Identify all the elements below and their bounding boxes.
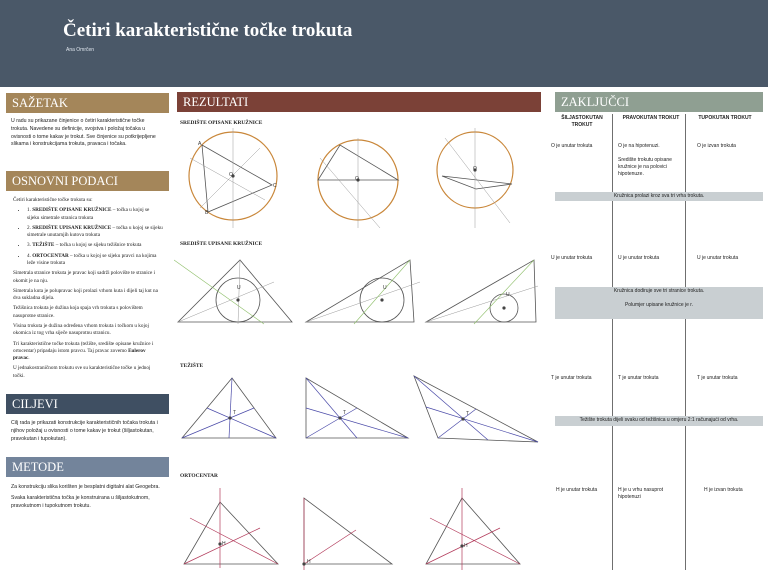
u-obtuse-cell: U je unutar trokuta bbox=[697, 255, 739, 261]
column-header-right: PRAVOKUTAN TROKUT bbox=[622, 115, 680, 121]
def-paragraph: Visina trokuta je dužina određena vrhom trokuta i točkom u kojoj okomica iz tog vrha siječe nasuprotnu stranicu. bbox=[13, 322, 149, 337]
def-paragraph: Težišnica trokuta je dužina koja spaja vrh trokuta s polovištem nasuprotne stranice. bbox=[13, 305, 143, 319]
label-h: H bbox=[464, 543, 468, 549]
incenter-figures bbox=[174, 252, 540, 326]
label-u: U bbox=[506, 292, 510, 298]
h-acute-cell: H je unutar trokuta bbox=[556, 487, 598, 493]
label-b: B bbox=[205, 210, 209, 216]
list-item: • 1. SREDIŠTE OPISANE KRUŽNICE – točka u kojoj se sijeku simetrale stranica trokuta bbox=[27, 207, 163, 222]
label-u: U bbox=[383, 285, 387, 291]
label-o: O bbox=[355, 176, 359, 182]
zakljucci-heading: ZAKLJUČCI bbox=[555, 92, 763, 112]
label-c: C bbox=[273, 183, 277, 189]
osnovni-intro: Četiri karakteristične točke trokuta su: bbox=[13, 197, 93, 203]
euler-paragraph: Tri karakteristične točke trokuta (težište, središte opisane kružnice i ortocentar) pripadaju istom pravcu. Taj pravac zovemo Eulerov pravac. bbox=[13, 340, 154, 362]
t-acute-cell: T je unutar trokuta bbox=[551, 375, 592, 381]
section-orthocenter-title: ORTOCENTAR bbox=[180, 473, 218, 479]
u-acute-cell: U je unutar trokuta bbox=[551, 255, 593, 261]
orthocenter-obtuse-figure bbox=[426, 488, 520, 570]
column-header-obtuse: TUPOKUTAN TROKUT bbox=[698, 115, 752, 121]
list-item: • 2. SREDIŠTE UPISANE KRUŽNICE – točka u kojoj se sijeku simetrale unutarnjih kutova trokuta bbox=[27, 225, 163, 240]
u-summary-band bbox=[555, 287, 763, 319]
orthocenter-acute-figure bbox=[184, 488, 278, 568]
label-o: O bbox=[473, 166, 477, 172]
points-list bbox=[13, 207, 163, 267]
label-t: T bbox=[343, 410, 347, 416]
sazetak-heading: SAŽETAK bbox=[6, 93, 169, 113]
circumcenter-figures bbox=[180, 128, 540, 240]
centroid-obtuse-figure bbox=[414, 376, 538, 442]
circumcenter-acute-figure bbox=[189, 128, 277, 228]
u-band-line: Polumjer upisane kružnice je r. bbox=[624, 302, 694, 308]
incenter-acute-figure bbox=[174, 260, 292, 324]
label-h: H bbox=[222, 541, 226, 547]
sazetak-text: U radu su prikazane činjenice o četiri karakteristične točke trokuta. Navedene su definicije, svojstva i položaj točaka u ovisnosti o tome kakav je trokut. Sve činjenice su potkrijepljene slikama i konstrukcijama trokuta, pravaca i točaka. bbox=[11, 118, 156, 148]
def-paragraph: Simetrala stranice trokuta je pravac koji sadrži polovište te stranice i okomit je na nju. bbox=[13, 270, 156, 284]
section-circumcenter-title: SREDIŠTE OPISANE KRUŽNICE bbox=[180, 120, 263, 126]
ciljevi-text: Cilj rada je prikazati konstrukcije karakterističnih točaka trokuta i njihov položaj u ovisnosti o tome kakav je trokut (šiljastokutan, pravokutan i tupokutan). bbox=[11, 420, 158, 442]
u-right-cell: U je unutar trokuta bbox=[618, 255, 660, 261]
osnovni-heading: OSNOVNI PODACI bbox=[6, 171, 169, 191]
metode-heading: METODE bbox=[6, 457, 169, 477]
label-a: A bbox=[198, 141, 202, 147]
h-right-cell: H je u vrhu nasuprot hipotenuzi bbox=[618, 487, 664, 500]
poster-title: Četiri karakteristične točke trokuta bbox=[63, 20, 353, 41]
rezultati-heading: REZULTATI bbox=[177, 92, 541, 112]
o-right-note: Središte trokutu opisane kružnice je na polovici hipotenuze. bbox=[618, 157, 672, 177]
poster-header bbox=[0, 0, 768, 87]
column-divider bbox=[612, 114, 613, 570]
metode-paragraph: Svaka karakteristična točka je konstruirana u šiljastokutnom, pravokutnom i tupokutnom trokutu. bbox=[11, 494, 150, 509]
ciljevi-heading: CILJEVI bbox=[6, 394, 169, 414]
metode-text bbox=[11, 484, 163, 513]
t-right-cell: T je unutar trokuta bbox=[618, 375, 659, 381]
label-t: T bbox=[466, 411, 470, 417]
o-acute-cell: O je unutar trokuta bbox=[551, 143, 593, 149]
t-obtuse-cell: T je unutar trokuta bbox=[697, 375, 738, 381]
o-right-cell: O je na hipotenuzi. bbox=[618, 143, 660, 149]
def-paragraph: Simetrala kuta je polupravac koji prolazi vrhom kuta i dijeli taj kut na dva sukladna dijela. bbox=[13, 287, 158, 302]
author-name: Ana Omrčen bbox=[66, 47, 95, 53]
o-summary-band: Kružnica prolazi kroz sva tri vrha trokuta. bbox=[555, 192, 763, 201]
metode-paragraph: Za konstrukciju slika korišten je besplatni digitalni alat Geogebra. bbox=[11, 484, 160, 490]
incenter-obtuse-figure bbox=[426, 260, 538, 324]
centroid-acute-figure bbox=[182, 378, 276, 438]
circumcenter-right-figure bbox=[318, 138, 398, 228]
circumcenter-obtuse-figure bbox=[437, 128, 513, 228]
list-item: • 4. ORTOCENTAR – točka u kojoj se sijeku pravci na kojima leže visine trokuta bbox=[27, 253, 163, 268]
label-o: O bbox=[229, 172, 233, 178]
o-obtuse-cell: O je izvan trokuta bbox=[697, 143, 736, 149]
incenter-right-figure bbox=[306, 260, 420, 324]
osnovni-body bbox=[13, 197, 163, 383]
label-u: U bbox=[237, 285, 241, 291]
h-obtuse-cell: H je izvan trokuta bbox=[704, 487, 743, 493]
orthocenter-figures bbox=[180, 488, 540, 570]
column-header-acute: ŠILJASTOKUTAN TROKUT bbox=[561, 115, 603, 128]
list-item: • 3. TEŽIŠTE – točka u kojoj se sijeku težišnice trokuta bbox=[27, 242, 163, 249]
u-band-line: Kružnica dodiruje sve tri stranice trokuta. bbox=[613, 288, 705, 294]
t-summary-band: Težište trokuta dijeli svaku od težišnica u omjeru 2:1 računajući od vrha. bbox=[555, 416, 763, 426]
label-h: H bbox=[307, 559, 311, 565]
orthocenter-right-figure bbox=[302, 498, 392, 570]
label-t: T bbox=[233, 410, 237, 416]
section-incenter-title: SREDIŠTE UPISANE KRUŽNICE bbox=[180, 241, 263, 247]
column-divider bbox=[685, 114, 686, 570]
section-centroid-title: TEŽIŠTE bbox=[180, 363, 204, 369]
def-paragraph: U jednakostraničnom trokutu sve su karakteristične točke u jednoj točki. bbox=[13, 365, 151, 379]
centroid-right-figure bbox=[306, 378, 408, 438]
